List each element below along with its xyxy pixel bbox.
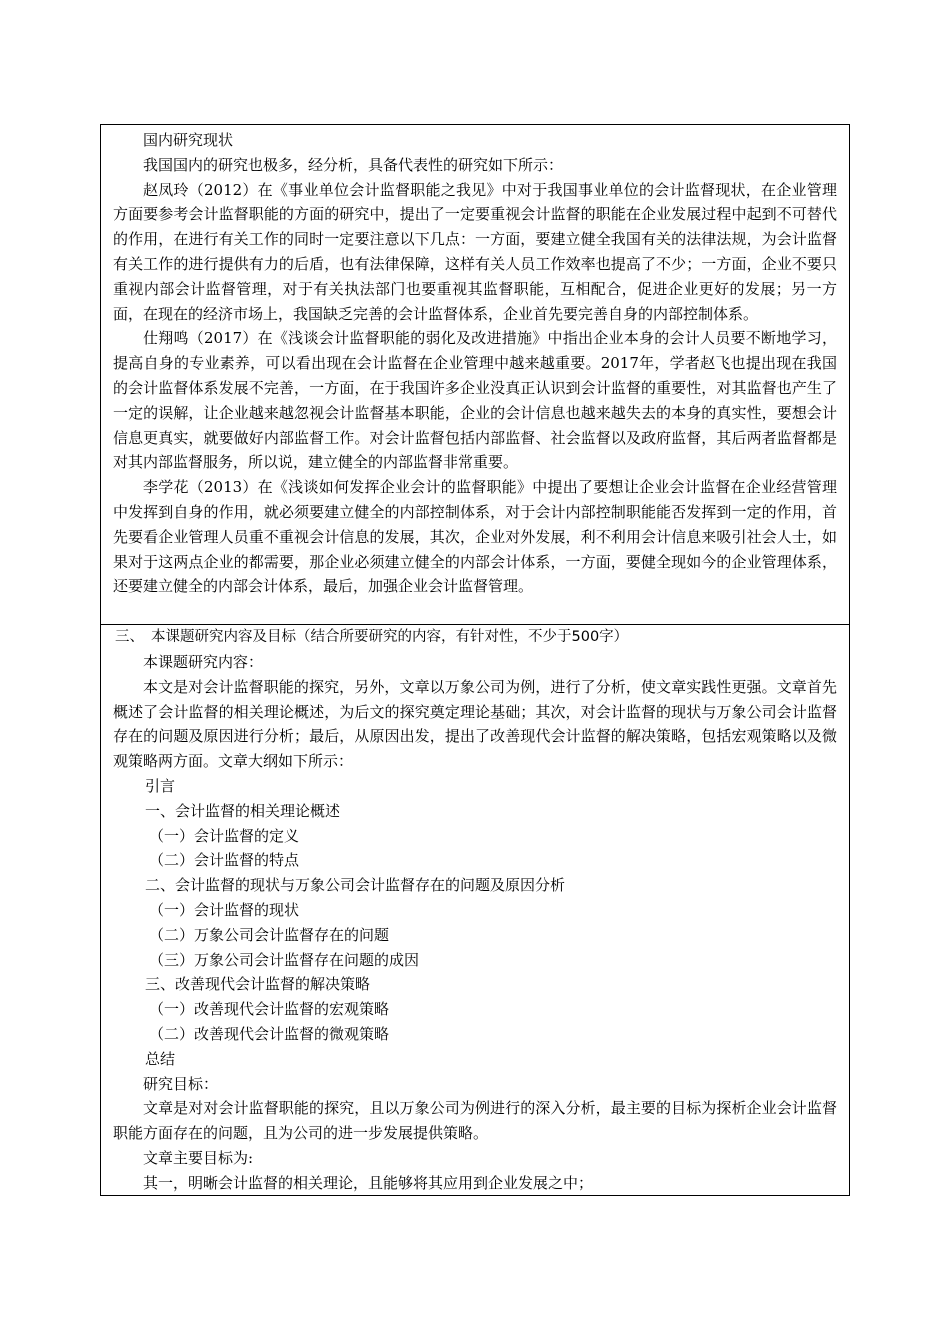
- intro-paragraph: 我国国内的研究也极多，经分析，具备代表性的研究如下所示：: [143, 155, 564, 174]
- review-paragraph-li: 李学花（2013）在《浅谈如何发挥企业会计的监督职能》中提出了要想让企业会计监督在企业经营管理中发挥到自身的作用，就必须要建立健全的内部控制体系，对于会计内部控制职能能否发挥到一定的作用，首先要看企业管理人员重不重视会计信息的发展，其次，企业对外发展，利不利用会计信息来吸引社会人士，如果对于这两点企业的都需要，那企业必须建立健全的内部会计体系，一方面，要健全现如今的企业管理体系，还要建立健全的内部会计体系，最后，加强企业会计监督管理。: [113, 478, 837, 596]
- content-label: 本课题研究内容：: [143, 653, 264, 671]
- outline-subitem: （一）会计监督的现状: [149, 900, 300, 919]
- main-goals-label: 文章主要目标为:: [143, 1148, 254, 1167]
- outline-subitem: （二）会计监督的特点: [149, 851, 300, 870]
- outline-item: 引言: [145, 776, 176, 795]
- goal-label: 研究目标：: [143, 1074, 219, 1093]
- goal-paragraph: 文章是对对会计监督职能的探究，且以万象公司为例进行的深入分析，最主要的目标为探析企业会计监督职能方面存在的问题，且为公司的进一步发展提供策略。: [113, 1099, 837, 1143]
- outline-item: 三、改善现代会计监督的解决策略: [145, 975, 371, 994]
- outline-subitem: （一）改善现代会计监督的宏观策略: [149, 1000, 390, 1019]
- section-heading-text: 本课题研究内容及目标（结合所要研究的内容，有针对性，不少于500字）: [151, 629, 629, 645]
- outline-subitem: （一）会计监督的定义: [149, 826, 300, 845]
- goal-item: 其一，明晰会计监督的相关理论，且能够将其应用到企业发展之中；: [143, 1173, 594, 1192]
- section-title: 国内研究现状: [143, 131, 234, 149]
- review-paragraph-shi: 仕翔鸣（2017）在《浅谈会计监督职能的弱化及改进措施》中指出企业本身的会计人员要不断地学习，提高自身的专业素养，可以看出现在会计监督在企业管理中越来越重要。2017年，学者赵飞也提出现在我国的会计监督体系发展不完善，一方面，在于我国许多企业没真正认识到会计监督的重要性，对其监督也产生了一定的误解，让企业越来越忽视会计监督基本职能，企业的会计信息也越来越失去的本身的真实性，要想会计信息更真实，就要做好内部监督工作。对会计监督包括内部监督、社会监督以及政府监督，其后两者监督都是对其内部监督服务，所以说，建立健全的内部监督非常重要。: [113, 329, 837, 472]
- research-content-section: [101, 625, 849, 1195]
- outline-subitem: （二）改善现代会计监督的微观策略: [149, 1024, 390, 1043]
- outline-list: [113, 774, 837, 1072]
- outline-subitem: （二）万象公司会计监督存在的问题: [149, 925, 390, 944]
- outline-subitem: （三）万象公司会计监督存在问题的成因: [149, 950, 420, 969]
- outline-item: 总结: [145, 1049, 176, 1068]
- form-table: [100, 124, 850, 1196]
- domestic-research-section: [101, 125, 849, 625]
- review-paragraph-zhao: 赵凤玲（2012）在《事业单位会计监督职能之我见》中对于我国事业单位的会计监督现状，在企业管理方面要参考会计监督职能的方面的研究中，提出了一定要重视会计监督的职能在企业发展过程中起到不可替代的作用，在进行有关工作的同时一定要注意以下几点：一方面，要建立健全我国有关的法律法规，为会计监督有关工作的进行提供有力的后盾，也有法律保障，这样有关人员工作效率也提高了不少；一方面，企业不要只重视内部会计监督管理，对于有关执法部门也要重视其监督职能，互相配合，促进企业更好的发展；另一方面，在现在的经济市场上，我国缺乏完善的会计监督体系，企业首先要完善自身的内部控制体系。: [113, 180, 837, 323]
- content-paragraph: 本文是对会计监督职能的探究，另外，文章以万象公司为例，进行了分析，使文章实践性更强。文章首先概述了会计监督的相关理论概述，为后文的探究奠定理论基础；其次，对会计监督的现状与万象公司会计监督存在的问题及原因进行分析；最后，从原因出发，提出了改善现代会计监督的解决策略，包括宏观策略以及微观策略两方面。文章大纲如下所示：: [113, 677, 837, 771]
- section-heading: [113, 625, 837, 650]
- outline-item: 一、会计监督的相关理论概述: [145, 801, 341, 820]
- outline-item: 二、会计监督的现状与万象公司会计监督存在的问题及原因分析: [145, 876, 566, 895]
- section-number: 三、: [115, 629, 144, 645]
